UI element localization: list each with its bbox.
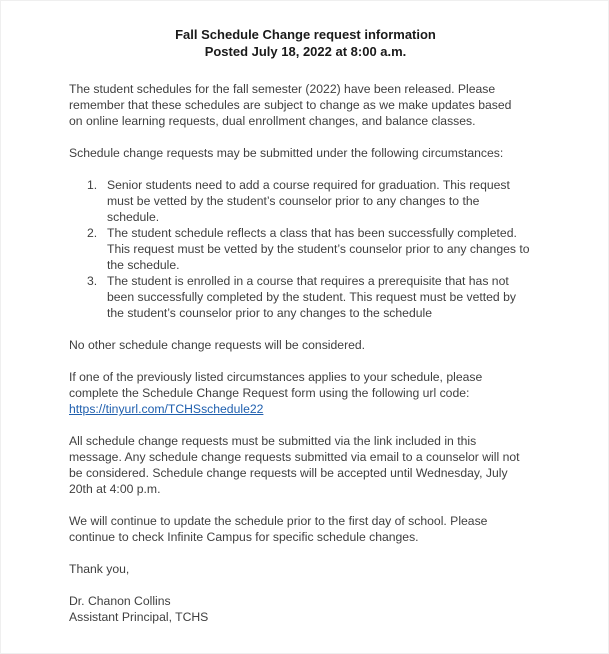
update-paragraph-line: continue to check Infinite Campus for specific schedule changes.: [69, 530, 419, 544]
form-paragraph-line: If one of the previously listed circumstances applies to your schedule, please: [69, 370, 483, 384]
posted-date: Posted July 18, 2022 at 8:00 a.m.: [204, 44, 407, 59]
submission-paragraph-line: message. Any schedule change requests submitted via email to a counselor will not: [69, 450, 520, 464]
form-link-row: [69, 402, 263, 417]
list-item-number: 3.: [87, 274, 98, 288]
submission-paragraph-line: be considered. Schedule change requests will be accepted until Wednesday, July: [69, 466, 508, 480]
circumstances-heading: Schedule change requests may be submitted under the following circumstances:: [69, 146, 504, 160]
list-item-number: 1.: [87, 178, 98, 192]
list-item-line: the schedule.: [107, 258, 180, 272]
intro-line: The student schedules for the fall semester (2022) have been released. Please: [69, 82, 496, 96]
list-item-line: The student is enrolled in a course that requires a prerequisite that has not: [107, 274, 509, 288]
submission-paragraph-line: All schedule change requests must be submitted via the link included in this: [69, 434, 477, 448]
list-item-line: been successfully completed by the student. This request must be vetted by: [107, 290, 516, 304]
list-item-line: Senior students need to add a course required for graduation. This request: [107, 178, 510, 192]
list-item-line: the student’s counselor prior to any changes to the schedule: [107, 306, 432, 320]
intro-line: remember that these schedules are subject to change as we make updates based: [69, 98, 512, 112]
signature-name: Dr. Chanon Collins: [69, 594, 171, 608]
no-other-requests: No other schedule change requests will be considered.: [69, 338, 366, 352]
intro-line: on online learning requests, dual enrollment changes, and balance classes.: [69, 114, 476, 128]
signature-role: Assistant Principal, TCHS: [69, 610, 209, 624]
schedule-form-link[interactable]: https://tinyurl.com/TCHSschedule22: [69, 402, 264, 416]
list-item-line: must be vetted by the student’s counselor prior to any changes to the: [107, 194, 480, 208]
closing: Thank you,: [69, 562, 130, 576]
update-paragraph-line: We will continue to update the schedule prior to the first day of school. Please: [69, 514, 488, 528]
list-item-line: The student schedule reflects a class that has been successfully completed.: [107, 226, 517, 240]
form-paragraph-line: complete the Schedule Change Request form using the following url code:: [69, 386, 470, 400]
list-item-number: 2.: [87, 226, 98, 240]
submission-paragraph-line: 20th at 4:00 p.m.: [69, 482, 161, 496]
list-item-line: schedule.: [107, 210, 160, 224]
list-item-line: This request must be vetted by the student’s counselor prior to any changes to: [107, 242, 530, 256]
page-title: Fall Schedule Change request information: [175, 27, 436, 42]
